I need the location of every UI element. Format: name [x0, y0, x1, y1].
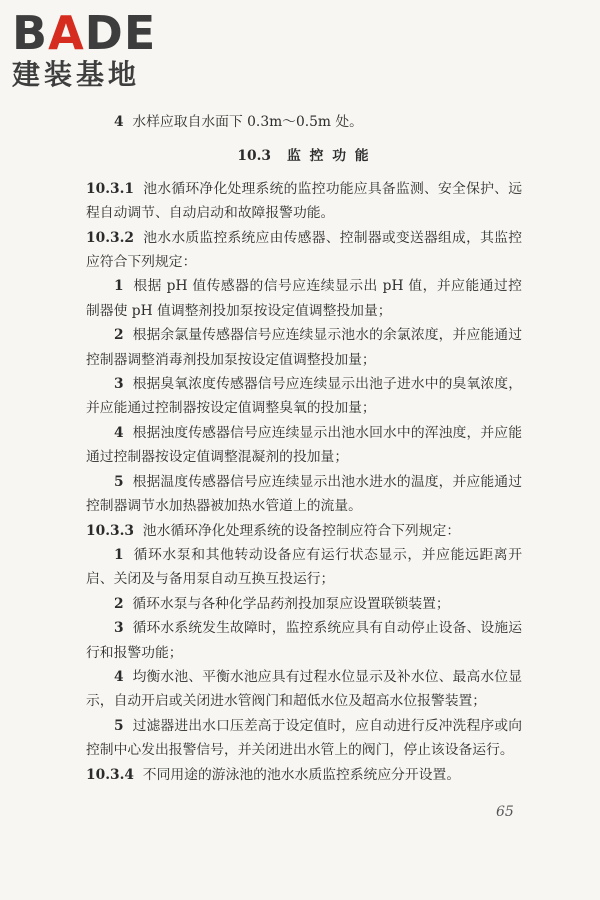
- clause-item: [86, 421, 522, 470]
- clause-item-number: 4: [114, 424, 124, 441]
- clause-item-number: 1: [114, 278, 124, 295]
- clause-number: 10.3.3: [86, 522, 135, 539]
- bade-logo: [12, 6, 157, 92]
- clause: [86, 519, 522, 543]
- intro-item-text: 水样应取自水面下 0.3m～0.5m 处。: [132, 114, 363, 130]
- clause-text: 池水水质监控系统应由传感器、控制器或变送器组成，其监控应符合下列规定：: [86, 229, 522, 271]
- clause-item: [86, 714, 522, 763]
- clause-item-text: 循环水泵与各种化学品药剂投加泵应设置联锁装置；: [132, 595, 450, 612]
- clause-item-number: 1: [114, 546, 124, 563]
- clause-item-text: 根据 pH 值传感器的信号应连续显示出 pH 值，并应能通过控制器使 pH 值调整剂投加泵按设定值调整投加量；: [86, 278, 522, 319]
- clause-item-number: 3: [114, 620, 124, 637]
- section-heading: [86, 144, 522, 168]
- clause-item-number: 3: [114, 376, 124, 393]
- clause-item-text: 根据余氯量传感器信号应连续显示池水的余氯浓度，并应能通过控制器调整消毒剂投加泵按设定值调整投加量；: [86, 327, 522, 368]
- page-number: 65: [496, 804, 514, 820]
- clause-number: 10.3.1: [86, 180, 135, 197]
- clause-item: [86, 274, 522, 323]
- clause: [86, 226, 522, 275]
- clause-item: [86, 665, 522, 714]
- clause-item-number: 2: [114, 595, 124, 612]
- section-title: 监 控 功 能: [287, 148, 371, 165]
- clause: [86, 177, 522, 226]
- clause-number: 10.3.4: [86, 766, 135, 783]
- clause-item-number: 5: [114, 717, 124, 734]
- clause-item: [86, 543, 522, 592]
- clause-item-text: 根据臭氧浓度传感器信号应连续显示出池子进水中的臭氧浓度，并应能通过控制器按设定值调整臭氧的投加量；: [86, 376, 522, 417]
- clause-list: [86, 177, 522, 787]
- clause-item-number: 4: [114, 668, 124, 685]
- clause-text: 不同用途的游泳池的池水水质监控系统应分开设置。: [142, 766, 461, 783]
- clause-item: [86, 592, 522, 616]
- clause-item: [86, 372, 522, 421]
- clause-item-text: 循环水系统发生故障时，监控系统应具有自动停止设备、设施运行和报警功能；: [86, 620, 522, 661]
- intro-item: [86, 110, 522, 134]
- clause-item: [86, 470, 522, 519]
- clause-item-text: 过滤器进出水口压差高于设定值时，应自动进行反冲洗程序或向控制中心发出报警信号，并关闭进出水管上的阀门，停止该设备运行。: [86, 717, 522, 759]
- clause-item-text: 均衡水池、平衡水池应具有过程水位显示及补水位、最高水位显示，自动开启或关闭进水管阀门和超低水位及超高水位报警装置；: [86, 668, 522, 710]
- intro-item-number: 4: [114, 114, 124, 130]
- clause-item-text: 根据温度传感器信号应连续显示出池水进水的温度，并应能通过控制器调节水加热器被加热水管道上的流量。: [86, 473, 522, 515]
- clause: [86, 763, 522, 787]
- clause-text: 池水循环净化处理系统的监控功能应具备监测、安全保护、远程自动调节、自动启动和故障报警功能。: [86, 180, 522, 222]
- logo-subtitle: 建装基地: [12, 58, 141, 91]
- clause-text: 池水循环净化处理系统的设备控制应符合下列规定：: [142, 522, 461, 539]
- clause-item: [86, 323, 522, 372]
- document-body: [86, 110, 522, 787]
- section-number: 10.3: [237, 148, 271, 165]
- clause-item-number: 5: [114, 473, 124, 490]
- logo-wordmark: BADE: [12, 6, 157, 60]
- clause-item-text: 循环水泵和其他转动设备应有运行状态显示，并应能远距离开启、关闭及与备用泵自动互换互投运行；: [86, 546, 522, 588]
- clause-number: 10.3.2: [86, 229, 135, 246]
- clause-item-text: 根据浊度传感器信号应连续显示出池水回水中的浑浊度，并应能通过控制器按设定值调整混凝剂的投加量；: [86, 424, 522, 466]
- clause-item: [86, 616, 522, 665]
- clause-item-number: 2: [114, 327, 124, 344]
